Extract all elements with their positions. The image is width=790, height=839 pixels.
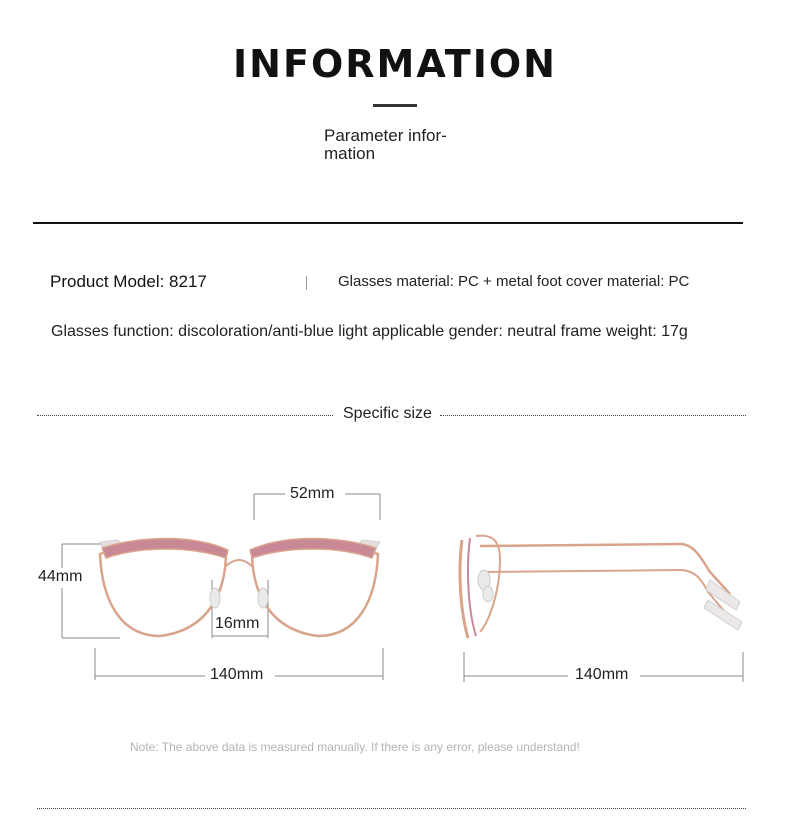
front-left-lens bbox=[100, 539, 228, 637]
bridge-width-label: 16mm bbox=[215, 615, 260, 632]
title-underline bbox=[373, 104, 417, 107]
dotted-rule-bottom bbox=[37, 808, 746, 809]
page-title: INFORMATION bbox=[233, 42, 557, 86]
size-section-label: Specific size bbox=[343, 405, 432, 422]
front-bridge bbox=[226, 560, 252, 566]
product-model: Product Model: 8217 bbox=[50, 272, 207, 291]
front-right-lens bbox=[250, 539, 378, 637]
glasses-side-view bbox=[440, 500, 760, 690]
frame-width-label: 140mm bbox=[210, 666, 264, 683]
side-nose-pads bbox=[478, 570, 493, 602]
temple-length-label: 140mm bbox=[575, 666, 629, 683]
section-divider bbox=[33, 222, 743, 224]
lens-height-label: 44mm bbox=[38, 568, 83, 585]
spec-separator bbox=[306, 276, 307, 290]
front-nose-pads bbox=[210, 588, 268, 608]
glasses-material: Glasses material: PC + metal foot cover material: PC bbox=[338, 273, 690, 290]
dotted-rule-right bbox=[440, 415, 746, 416]
dotted-rule-left bbox=[37, 415, 333, 416]
lens-width-label: 52mm bbox=[290, 485, 335, 502]
measurement-note: Note: The above data is measured manually. If there is any error, please understand! bbox=[130, 740, 580, 754]
front-dimension-lines bbox=[62, 494, 383, 680]
glasses-function: Glasses function: discoloration/anti-blue light applicable gender: neutral frame weight: 17g bbox=[51, 323, 688, 340]
side-temple bbox=[480, 544, 730, 618]
page-subtitle: Parameter infor- mation bbox=[324, 126, 447, 163]
